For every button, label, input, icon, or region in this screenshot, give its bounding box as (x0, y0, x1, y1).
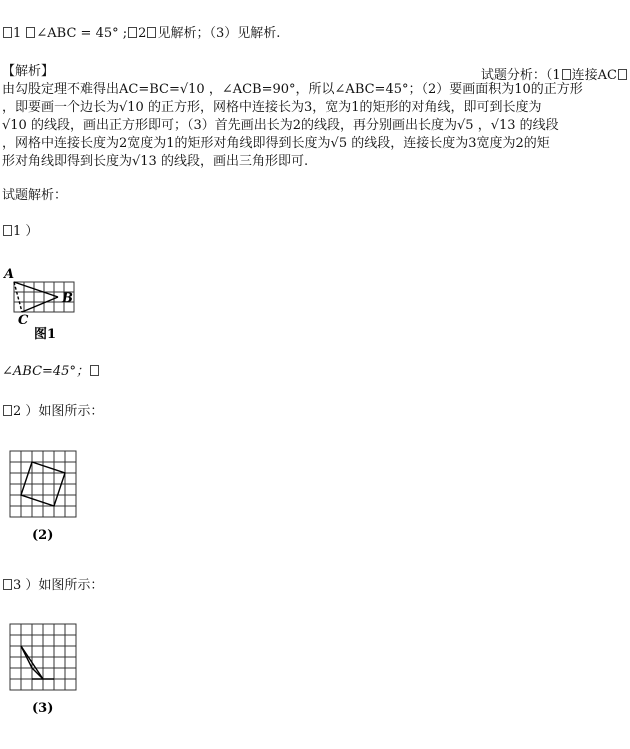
analysis-title-tail: 连接AC (571, 68, 617, 83)
part1-result-text: ∠ABC=45°； (2, 364, 89, 379)
missing-glyph-icon (128, 27, 137, 38)
part2-label-text: 2 ）如图所示： (13, 404, 104, 419)
answer-line (2, 26, 280, 42)
missing-glyph-icon (3, 27, 12, 38)
fig1-caption: 图1 (34, 327, 57, 342)
part1-label-text: 1 ） (13, 224, 39, 239)
answer-part2: 2 (138, 26, 147, 41)
part3-label-text: 3 ）如图所示： (13, 578, 104, 593)
missing-glyph-icon (3, 579, 12, 590)
fig1-label-a: A (4, 267, 15, 282)
figure-3 (10, 624, 80, 718)
analysis-line-4: √10 的线段，画出正方形即可；（3）首先画出长为2的线段，再分别画出长度为√5 ，√13 的线段 (2, 118, 559, 133)
analysis-line-3: ，即要画一个边长为√10 的正方形，网格中连接长为3，宽为1的矩形的对角线，即可到长度为 (2, 100, 542, 115)
answer-text: 见解析；（3）见解析. (157, 26, 281, 41)
analysis-line-6: 形对角线即得到长度为√13 的线段，画出三角形即可. (2, 154, 309, 169)
part3-label (2, 578, 103, 594)
answer-sep: ; (118, 26, 128, 41)
fig1-label-c: C (18, 313, 29, 328)
analysis-header: 【解析】 (2, 64, 55, 79)
part1-label (2, 224, 38, 240)
part1-result (2, 364, 100, 380)
fig1-segment-ac (14, 282, 22, 312)
fig1-segment-bc (22, 297, 58, 312)
solution-title: 试题解析： (2, 188, 68, 203)
fig1-segment-ab (14, 282, 58, 297)
missing-glyph-icon (3, 225, 12, 236)
missing-glyph-icon (26, 27, 35, 38)
analysis-line-2: 由勾股定理不难得出AC=BC=√10 ，∠ACB=90°，所以∠ABC=45°；（2）要画面积为10的正方形 (2, 82, 583, 97)
figure-2 (10, 451, 80, 545)
missing-glyph-icon (3, 405, 12, 416)
missing-glyph-icon (90, 365, 99, 376)
missing-glyph-icon (618, 69, 627, 80)
fig3-caption: (3) (32, 701, 54, 716)
answer-angle: ∠ABC = 45° (36, 26, 119, 41)
figure-1 (0, 262, 90, 344)
missing-glyph-icon (562, 69, 571, 80)
part2-label (2, 404, 103, 420)
analysis-title (481, 64, 628, 83)
analysis-line-5: ，网格中连接长度为2宽度为1的矩形对角线即得到长度为√5 的线段，连接长度为3宽度为2的矩 (2, 136, 550, 151)
analysis-title-text: 试题分析：（1 (480, 68, 561, 83)
answer-part1: 1 (13, 26, 26, 41)
fig1-label-b: B (62, 291, 73, 306)
fig2-caption: (2) (32, 528, 54, 543)
missing-glyph-icon (147, 27, 156, 38)
